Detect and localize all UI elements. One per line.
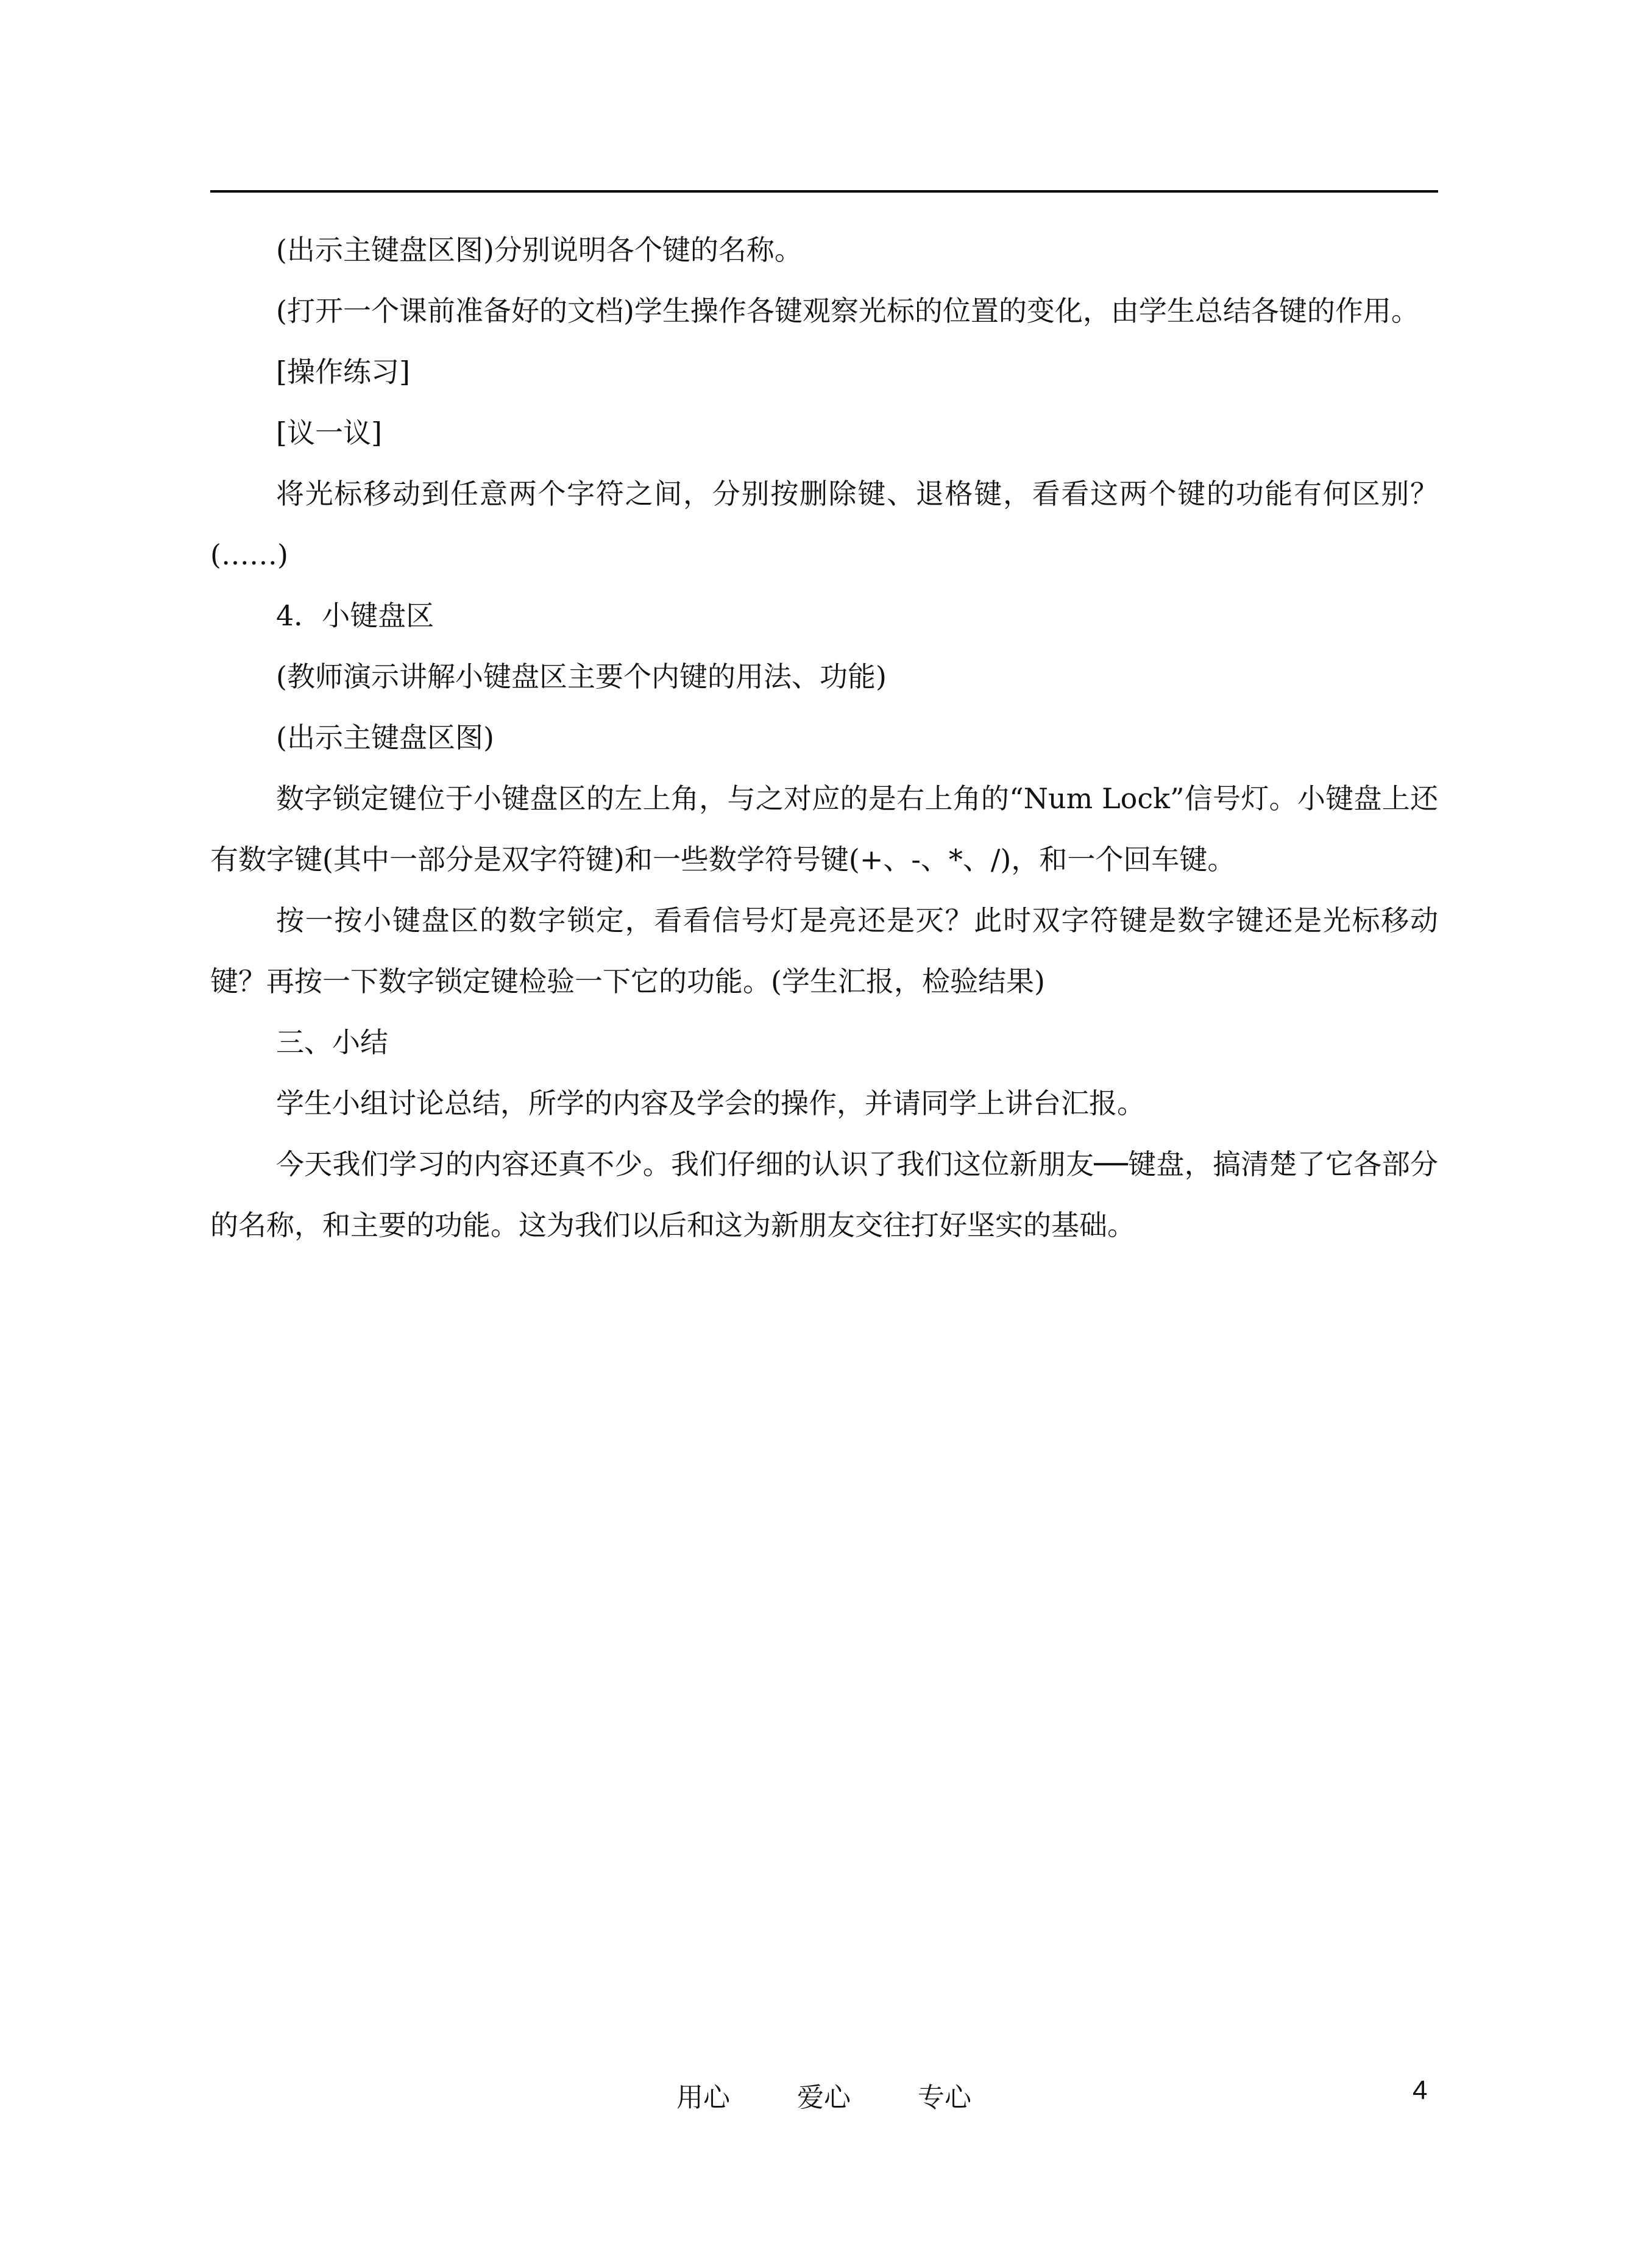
footer-word: 专心 [918,2082,971,2113]
page-footer [0,2075,1638,2112]
footer-word: 爱心 [797,2082,851,2113]
section-heading: 4．小键盘区 [276,599,434,632]
paragraph: [操作练习] [276,355,410,388]
paragraph: 将光标移动到任意两个字符之间，分别按删除键、退格键，看看这两个键的功能有何区别？(……) [210,477,1438,571]
paragraph: 数字锁定键位于小键盘区的左上角，与之对应的是右上角的“Num Lock”信号灯。小键盘上还有数字键(其中一部分是双字符键)和一些数学符号键(+、-、*、/)，和一个回车键。 [210,782,1438,876]
paragraph: 学生小组讨论总结，所学的内容及学会的操作，并请同学上讲台汇报。 [276,1087,1145,1120]
footer-motto [676,2075,971,2114]
section-heading: 三、小结 [276,1026,388,1059]
paragraph: (出示主键盘区图) [276,721,494,754]
paragraph: 按一按小键盘区的数字锁定，看看信号灯是亮还是灭？此时双字符键是数字键还是光标移动键？再按一下数字锁定键检验一下它的功能。(学生汇报，检验结果) [210,904,1438,998]
paragraph: 今天我们学习的内容还真不少。我们仔细的认识了我们这位新朋友──键盘，搞清楚了它各部分的名称，和主要的功能。这为我们以后和这为新朋友交往打好坚实的基础。 [210,1148,1438,1242]
paragraph: [议一议] [276,416,382,449]
header-rule [210,190,1438,193]
paragraph: (打开一个课前准备好的文档)学生操作各键观察光标的位置的变化，由学生总结各键的作用。 [276,294,1419,327]
paragraph: (出示主键盘区图)分别说明各个键的名称。 [276,233,803,266]
paragraph: (教师演示讲解小键盘区主要个内键的用法、功能) [276,660,887,693]
page-number: 4 [1413,2075,1428,2105]
footer-word: 用心 [676,2082,730,2113]
document-body [210,219,1438,1256]
